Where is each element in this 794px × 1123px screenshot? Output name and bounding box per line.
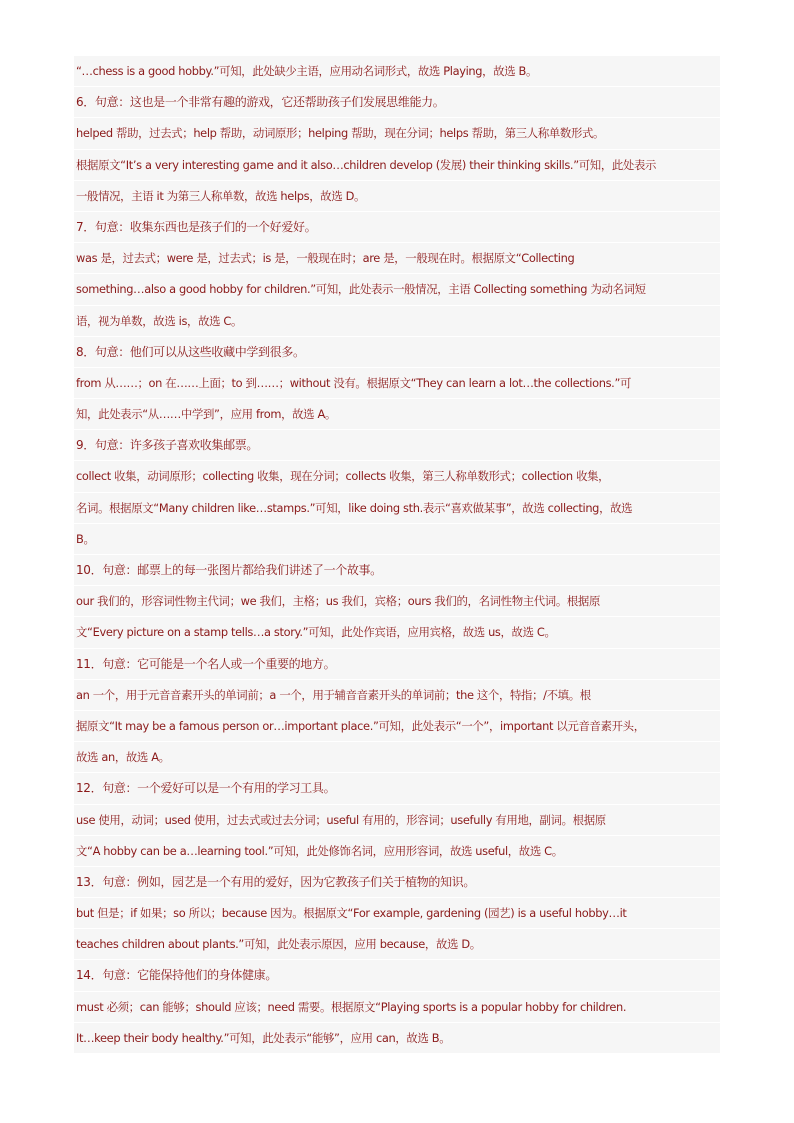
- explanation-line: 根据原文“It’s a very interesting game and it also…children develop (发展) their thinking skills.”可知，此处表示: [74, 150, 720, 181]
- question-heading: 6．句意：这也是一个非常有趣的游戏，它还帮助孩子们发展思维能力。: [74, 87, 720, 118]
- question-heading: 8．句意：他们可以从这些收藏中学到很多。: [74, 337, 720, 368]
- explanation-line: B。: [74, 524, 720, 555]
- explanation-line: teaches children about plants.”可知，此处表示原因，应用 because，故选 D。: [74, 929, 720, 960]
- explanation-line: 名词。根据原文“Many children like…stamps.”可知，like doing sth.表示“喜欢做某事”，故选 collecting，故选: [74, 493, 720, 524]
- explanation-line: “…chess is a good hobby.”可知，此处缺少主语，应用动名词形式，故选 Playing，故选 B。: [74, 56, 720, 87]
- explanation-line: 语，视为单数，故选 is，故选 C。: [74, 306, 720, 337]
- question-heading: 13．句意：例如，园艺是一个有用的爱好，因为它教孩子们关于植物的知识。: [74, 867, 720, 898]
- question-heading: 9．句意：许多孩子喜欢收集邮票。: [74, 430, 720, 461]
- explanation-line: 据原文“It may be a famous person or…important place.”可知，此处表示“一个”，important 以元音音素开头，: [74, 711, 720, 742]
- explanation-line: was 是，过去式；were 是，过去式；is 是，一般现在时；are 是，一般现在时。根据原文“Collecting: [74, 243, 720, 274]
- explanation-line: It…keep their body healthy.”可知，此处表示“能够”，应用 can，故选 B。: [74, 1023, 720, 1054]
- explanation-line: must 必须；can 能够；should 应该；need 需要。根据原文“Playing sports is a popular hobby for children.: [74, 992, 720, 1023]
- explanation-line: 文“A hobby can be a…learning tool.”可知，此处修饰名词，应用形容词，故选 useful，故选 C。: [74, 836, 720, 867]
- explanation-line: 故选 an，故选 A。: [74, 742, 720, 773]
- question-heading: 11．句意：它可能是一个名人或一个重要的地方。: [74, 649, 720, 680]
- question-heading: 7．句意：收集东西也是孩子们的一个好爱好。: [74, 212, 720, 243]
- explanation-line: helped 帮助，过去式；help 帮助，动词原形；helping 帮助，现在分词；helps 帮助，第三人称单数形式。: [74, 118, 720, 149]
- explanation-line: 文“Every picture on a stamp tells…a story.”可知，此处作宾语，应用宾格，故选 us，故选 C。: [74, 617, 720, 648]
- explanation-line: use 使用，动词；used 使用，过去式或过去分词；useful 有用的，形容词；usefully 有用地，副词。根据原: [74, 805, 720, 836]
- question-heading: 14．句意：它能保持他们的身体健康。: [74, 960, 720, 991]
- explanation-line: but 但是；if 如果；so 所以；because 因为。根据原文“For example, gardening (园艺) is a useful hobby…it: [74, 898, 720, 929]
- explanation-line: 知，此处表示“从……中学到”，应用 from，故选 A。: [74, 399, 720, 430]
- explanation-line: collect 收集，动词原形；collecting 收集，现在分词；collects 收集，第三人称单数形式；collection 收集，: [74, 461, 720, 492]
- explanation-line: from 从……；on 在……上面；to 到……；without 没有。根据原文“They can learn a lot…the collections.”可: [74, 368, 720, 399]
- answer-explanations: [74, 56, 720, 1054]
- explanation-line: an 一个，用于元音音素开头的单词前；a 一个，用于辅音音素开头的单词前；the 这个，特指；/不填。根: [74, 680, 720, 711]
- question-heading: 10．句意：邮票上的每一张图片都给我们讲述了一个故事。: [74, 555, 720, 586]
- question-heading: 12．句意：一个爱好可以是一个有用的学习工具。: [74, 773, 720, 804]
- explanation-line: something…also a good hobby for children.”可知，此处表示一般情况，主语 Collecting something 为动名词短: [74, 274, 720, 305]
- explanation-line: 一般情况，主语 it 为第三人称单数，故选 helps，故选 D。: [74, 181, 720, 212]
- explanation-line: our 我们的，形容词性物主代词；we 我们，主格；us 我们，宾格；ours 我们的，名词性物主代词。根据原: [74, 586, 720, 617]
